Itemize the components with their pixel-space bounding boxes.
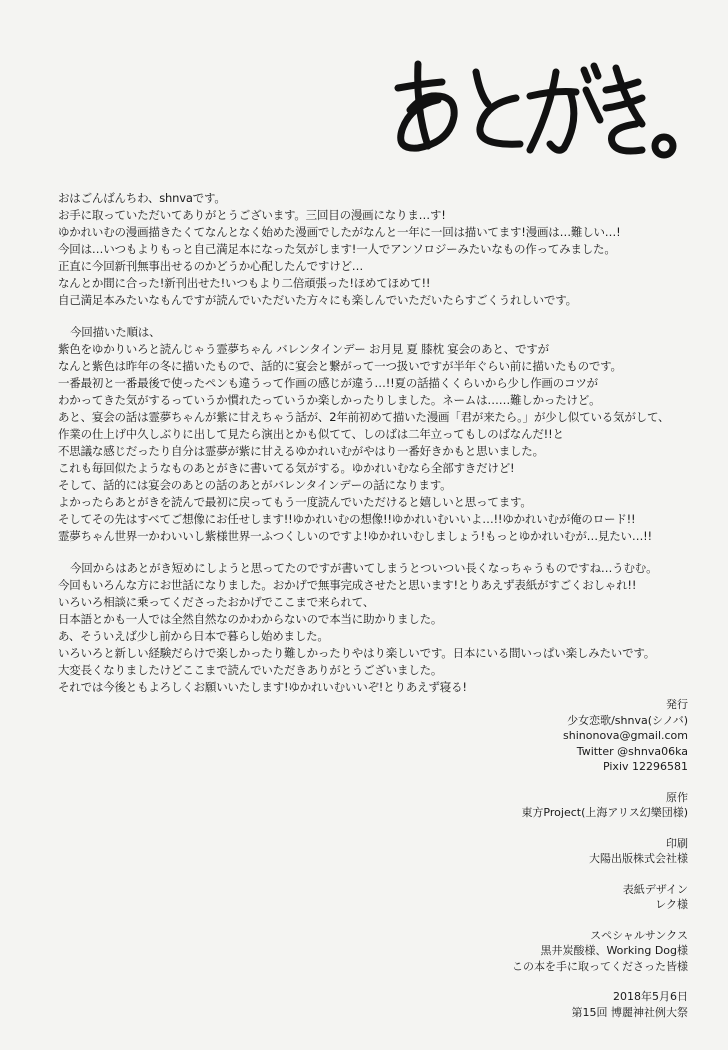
credit-value: Twitter @shnva06ka [576,744,688,758]
credit-publisher [428,697,688,775]
text-line: そしてその先はすべてご想像にお任せします!!ゆかれいむの想像!!ゆかれいむいいよ…!!ゆかれいむが俺のロード!! [58,512,636,526]
text-line: ゆかれいむの漫画描きたくてなんとなく始めた漫画でしたがなんと一年に一回は描いてます!漫画は…難しい…! [58,225,621,239]
text-line: なんとか間に合った!新刊出せた!いつもより二倍頑張った!ほめてほめて!! [58,276,431,290]
credit-value: Pixiv 12296581 [602,760,688,773]
credit-heading: 印刷 [666,836,688,850]
text-line: あ、そういえば少し前から日本で暮らし始めました。 [58,629,329,643]
text-line: 紫色をゆかりいろと読んじゃう霊夢ちゃん バレンタインデー お月見 夏 膝枕 宴会のあと、ですが [58,342,549,356]
handwritten-title [380,50,680,170]
colophon [428,697,688,1035]
text-line: 不思議な感じだったり自分は霊夢が紫に甘えるゆかれいむがやはり一番好きかもと思いました。 [58,444,544,458]
credit-cover-design [428,882,688,913]
text-line: そして、話的には宴会のあとの話のあとがバレンタインデーの話になります。 [58,478,452,492]
credit-value: 大陽出版株式会社様 [589,852,688,865]
paragraph-closing [58,560,698,696]
text-line: 今回からはあとがき短めにしようと思ってたのですが書いてしまうとついつい長くなっちゃうものですね…うむむ。 [70,561,658,575]
credit-heading: 表紙デザイン [622,882,688,896]
credit-value: 黒井炭酸様、Working Dog様 [540,944,688,957]
afterword-body [58,190,698,711]
credit-date-event [428,989,688,1020]
credit-original [428,790,688,821]
credit-heading: 発行 [666,698,688,711]
text-line: わかってきた気がするっていうか慣れたっていうか楽しかったりしました。ネームは……難しかったけど。 [58,393,601,407]
publication-date: 2018年5月6日 [613,990,688,1003]
text-line: あと、宴会の話は霊夢ちゃんが紫に甘えちゃう話が、2年前初めて描いた漫画「君が来たら。」が少し似ている気がして、 [58,410,670,424]
text-line: これも毎回似たようなものあとがきに書いてる気がする。ゆかれいむなら全部すきだけど! [58,461,515,475]
text-line: お手に取っていただいてありがとうございます。三回目の漫画になりま…す! [58,208,446,222]
text-line: なんと紫色は昨年の冬に描いたもので、話的に宴会と繋がって一つ扱いですが半年ぐらい前に描いたものです。 [58,359,622,373]
credit-heading: 原作 [666,790,688,804]
credit-printing [428,836,688,867]
credit-value: レク様 [655,898,688,911]
credit-special-thanks [428,928,688,975]
paragraph-greeting [58,190,698,309]
event-name: 第15回 博麗神社例大祭 [571,1005,688,1019]
text-line: 今回描いた順は、 [70,325,161,339]
text-line: いろいろ相談に乗ってくださったおかげでここまで来られて、 [58,595,375,609]
credit-value: 少女恋歌/shnva(シノバ) [567,713,688,727]
text-line: 正直に今回新刊無事出せるのかどうか心配したんですけど… [58,259,364,273]
credit-value: 東方Project(上海アリス幻樂団様) [521,806,688,819]
credit-heading: スペシャルサンクス [590,928,688,942]
text-line: それでは今後ともよろしくお願いいたします!ゆかれいむいいぞ!とりあえず寝る! [58,680,467,694]
text-line: いろいろと新しい経験だらけで楽しかったり難しかったりやはり楽しいです。日本にいる間いっぱい楽しみたいです。 [58,646,656,660]
text-line: 日本語とかも一人では全然自然なのかわからないので本当に助かりました。 [58,612,443,626]
text-line: 自己満足本みたいなもんですが読んでいただいた方々にも楽しんでいただいたらすごくうれしいです。 [58,293,577,307]
text-line: 一番最初と一番最後で使ったペンも違うって作画の感じが違う…!!夏の話描くくらいから少し作画のコツが [58,376,598,390]
credit-value: shinonova@gmail.com [563,729,688,742]
text-line: 大変長くなりましたけどここまで読んでいただきありがとうございました。 [58,663,443,677]
text-line: 霊夢ちゃん世界一かわいいし紫様世界一ふつくしいのですよ!ゆかれいむしましょう!もっとゆかれいむが…見たい…!! [58,529,652,543]
paragraph-stories [58,324,698,545]
text-line: おはごんばんちわ、shnvaです。 [58,191,226,205]
text-line: 今回もいろんな方にお世話になりました。おかげで無事完成させたと思います!とりあえず表紙がすごくおしゃれ!! [58,578,637,592]
text-line: よかったらあとがきを読んで最初に戻ってもう一度読んでいただけると嬉しいと思ってます。 [58,495,532,509]
text-line: 今回は…いつもよりもっと自己満足本になった気がします!一人でアンソロジーみたいなもの作ってみました。 [58,242,616,256]
credit-value: この本を手に取ってくださった皆様 [512,959,688,973]
text-line: 作業の仕上げ中久しぶりに出して見たら演出とかも似てて、しのばは二年立ってもしのばなんだ!!と [58,427,564,441]
